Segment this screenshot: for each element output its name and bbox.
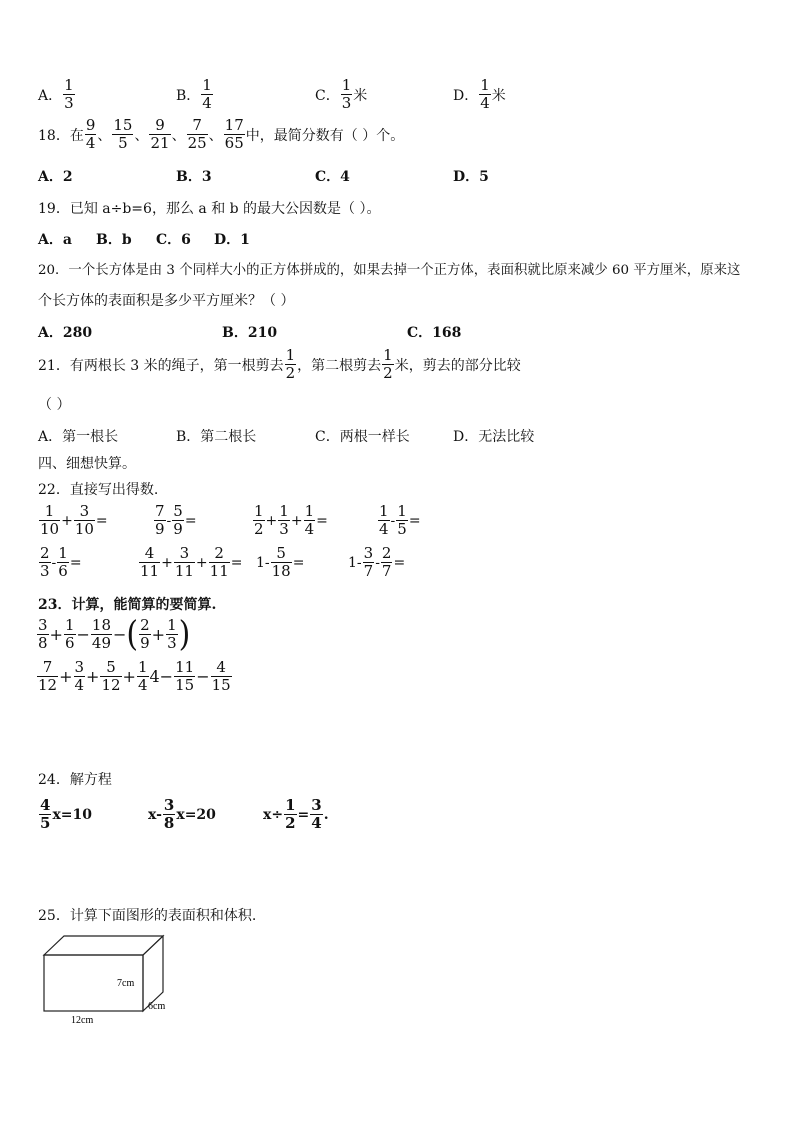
q17-option-b: B． $\frac{1}{4}$ xyxy=(176,76,212,112)
q18-option-b: B．3 xyxy=(176,169,212,185)
width-label: 6cm xyxy=(148,1001,166,1012)
q19-option-a: A．a xyxy=(38,232,72,248)
question-18: 18．在 $\frac{9}{4}$ 、 $\frac{15}{5}$ 、 $\frac{9}{21}$ 、 $\frac{7}{25}$ 、 $\frac{17}{65}$ 中，最简分数有（ ）个。 xyxy=(38,116,405,152)
cuboid-side-face xyxy=(143,936,166,1012)
question-23: 23．计算，能简算的要简算. xyxy=(38,597,217,613)
q22-expr-8: 1- $\frac{3}{7}$ - $\frac{2}{7}$ = xyxy=(348,544,406,580)
q20-option-a: A．280 xyxy=(38,325,93,341)
q18-option-a: A．2 xyxy=(38,169,73,185)
q17-option-d: D． $\frac{1}{4}$ 米 xyxy=(453,76,506,112)
q18-option-c: C．4 xyxy=(315,169,350,185)
q23-expr-2: $\frac{7}{12}$ + $\frac{3}{4}$ + $\frac{5}{12}$ + $\frac{1}{4}$ 4− $\frac{11}{15}$ − $\frac{4}{15}$ xyxy=(38,658,231,694)
q21-option-a: A．第一根长 xyxy=(38,429,119,445)
q20-option-b: B．210 xyxy=(222,325,278,341)
length-label: 12cm xyxy=(71,1015,94,1026)
question-25: 25．计算下面图形的表面积和体积. xyxy=(38,908,257,924)
question-20-line1: 20．一个长方体是由 3 个同样大小的正方体拼成的，如果去掉一个正方体，表面积就比原来减少 60 平方厘米，原来这 xyxy=(38,263,741,278)
q22-expr-7: 1- $\frac{5}{18}$ = xyxy=(256,544,305,580)
q21-answer-paren: （ ） xyxy=(38,397,71,413)
q18-option-d: D．5 xyxy=(453,169,489,185)
question-20-line2: 个长方体的表面积是多少平方厘米？（ ） xyxy=(38,293,295,309)
q24-equation-2: x- $\frac{3}{8}$ x=20 xyxy=(148,796,216,832)
q17-option-c: C． $\frac{1}{3}$ 米 xyxy=(315,76,368,112)
q22-expr-1: $\frac{1}{10}$ + $\frac{3}{10}$ = xyxy=(40,502,108,538)
q19-option-c: C．6 xyxy=(156,232,191,248)
question-21: 21．有两根长 3 米的绳子，第一根剪去 $\frac{1}{2}$ ，第二根剪去 $\frac{1}{2}$ 米，剪去的部分比较 xyxy=(38,346,521,382)
question-24: 24．解方程 xyxy=(38,772,112,788)
q21-option-b: B．第二根长 xyxy=(176,429,257,445)
q22-expr-3: $\frac{1}{2}$ + $\frac{1}{3}$ + $\frac{1}{4}$ = xyxy=(254,502,328,538)
q19-option-b: B．b xyxy=(96,232,132,248)
q19-option-d: D．1 xyxy=(214,232,250,248)
q22-expr-4: $\frac{1}{4}$ - $\frac{1}{5}$ = xyxy=(379,502,421,538)
q24-equation-3: x÷ $\frac{1}{2}$ = $\frac{3}{4}$ . xyxy=(263,796,329,832)
q22-expr-5: $\frac{2}{3}$ - $\frac{1}{6}$ = xyxy=(40,544,82,580)
section-4-heading: 四、细想快算。 xyxy=(38,456,136,472)
q23-expr-1: $\frac{3}{8}$ + $\frac{1}{6}$ − $\frac{18}{49}$ − ( $\frac{2}{9}$ + $\frac{1}{3}$ ) xyxy=(38,613,191,655)
q24-equation-1: $\frac{4}{5}$ x=10 xyxy=(40,796,92,832)
q22-expr-6: $\frac{4}{11}$ + $\frac{3}{11}$ + $\frac{2}{11}$ = xyxy=(140,544,243,580)
q22-expr-2: $\frac{7}{9}$ - $\frac{5}{9}$ = xyxy=(155,502,197,538)
question-22: 22．直接写出得数. xyxy=(38,482,159,498)
q17-option-a: A． $\frac{1}{3}$ xyxy=(38,76,74,112)
cuboid-figure xyxy=(38,930,188,1030)
height-label: 7cm xyxy=(117,978,135,989)
q21-option-d: D．无法比较 xyxy=(453,429,535,445)
question-19: 19．已知 a÷b=6，那么 a 和 b 的最大公因数是（ ）。 xyxy=(38,201,381,217)
q21-option-c: C．两根一样长 xyxy=(315,429,410,445)
q20-option-c: C．168 xyxy=(407,325,462,341)
